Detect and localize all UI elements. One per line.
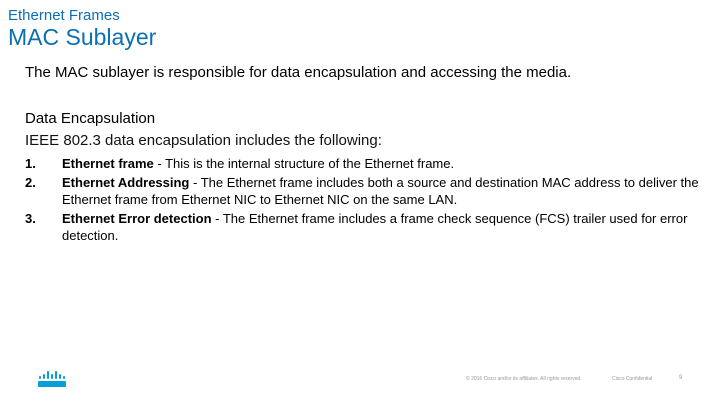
slide-content [25,63,705,246]
list-item-term: Ethernet frame [62,156,154,171]
logo-wordmark [38,381,66,387]
list-item-description: - The Ethernet frame includes a frame check sequence (FCS) trailer used for error detection. [62,211,688,243]
list-item-term: Ethernet Error detection [62,211,212,226]
slide-title: MAC Sublayer [8,24,157,50]
section-title: Data Encapsulation [25,110,156,127]
section-subtitle: IEEE 802.3 data encapsulation includes the following: [25,132,382,149]
list-item-body [62,174,705,208]
list-item [25,210,705,244]
list-item-body [62,155,705,172]
intro-text: The MAC sublayer is responsible for data encapsulation and accessing the media. [25,64,572,81]
slide-kicker: Ethernet Frames [8,7,120,24]
footer-copyright: © 2016 Cisco and/or its affiliates. All rights reserved. [466,376,582,382]
footer-confidential: Cisco Confidential [612,376,653,382]
numbered-list [25,155,705,244]
list-item-number: 2. [25,175,36,190]
list-item [25,174,705,208]
logo-bars [39,371,65,379]
list-item-description: - The Ethernet frame includes both a source and destination MAC address to deliver the Ethernet frame from Ethernet NIC to Ethernet NIC on the same LAN. [62,175,699,207]
list-item-number: 3. [25,211,36,226]
list-item-number: 1. [25,156,36,171]
list-item [25,155,705,172]
slide-header [8,7,156,51]
list-item-term: Ethernet Addressing [62,175,190,190]
cisco-logo [37,371,67,388]
list-item-description: - This is the internal structure of the Ethernet frame. [153,156,455,171]
list-item-body [62,210,705,244]
page-number: 9 [679,375,683,381]
